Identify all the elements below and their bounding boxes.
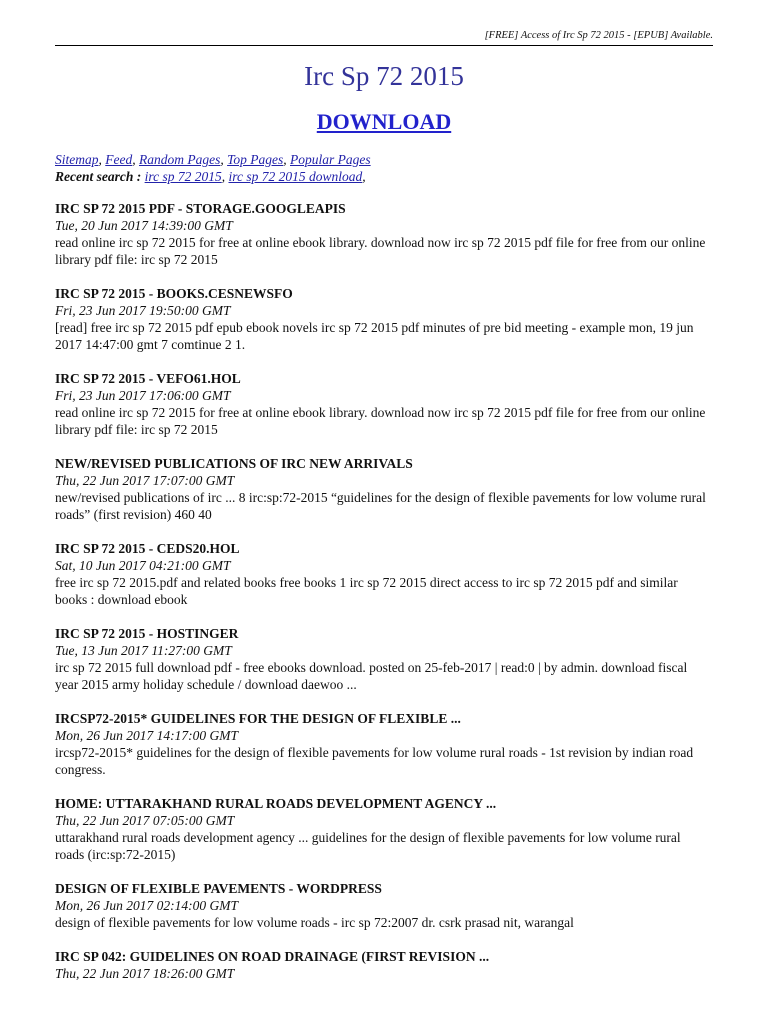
recent-search-link[interactable]: irc sp 72 2015 <box>144 169 222 184</box>
result-snippet: read online irc sp 72 2015 for free at online ebook library. download now irc sp 72 2015 pdf file for free from our online library pdf file: irc sp 72 2015 <box>55 235 706 267</box>
header-note: [FREE] Access of Irc Sp 72 2015 - [EPUB] Available. <box>484 30 713 41</box>
result-title: DESIGN OF FLEXIBLE PAVEMENTS - WORDPRESS <box>55 881 382 896</box>
result-title: NEW/REVISED PUBLICATIONS OF IRC NEW ARRIVALS <box>55 456 413 471</box>
result-title: IRC SP 042: GUIDELINES ON ROAD DRAINAGE (FIRST REVISION ... <box>55 949 490 964</box>
result-title: IRCSP72-2015* GUIDELINES FOR THE DESIGN OF FLEXIBLE ... <box>55 711 461 726</box>
result-date: Tue, 13 Jun 2017 11:27:00 GMT <box>55 643 232 658</box>
result-snippet: [read] free irc sp 72 2015 pdf epub ebook novels irc sp 72 2015 pdf minutes of pre bid meeting - example mon, 19 jun 2017 14:47:00 gmt 7 comtinue 2 1. <box>55 320 694 352</box>
result-snippet: read online irc sp 72 2015 for free at online ebook library. download now irc sp 72 2015 pdf file for free from our online library pdf file: irc sp 72 2015 <box>55 405 706 437</box>
download-container <box>55 108 713 139</box>
result-date: Tue, 20 Jun 2017 14:39:00 GMT <box>55 218 233 233</box>
result-item <box>55 880 713 931</box>
result-item <box>55 285 713 353</box>
result-item <box>55 795 713 863</box>
result-snippet: ircsp72-2015* guidelines for the design of flexible pavements for low volume rural roads - 1st revision by indian road congress. <box>55 745 694 777</box>
result-title: IRC SP 72 2015 - HOSTINGER <box>55 626 239 641</box>
result-title: IRC SP 72 2015 - CEDS20.HOL <box>55 541 240 556</box>
result-snippet: uttarakhand rural roads development agency ... guidelines for the design of flexible pavements for low volume rural roads (irc:sp:72-2015) <box>55 830 681 862</box>
recent-search-separator: , <box>362 169 366 184</box>
result-item <box>55 710 713 778</box>
result-date: Mon, 26 Jun 2017 02:14:00 GMT <box>55 898 238 913</box>
recent-search <box>55 168 713 185</box>
result-item <box>55 948 713 982</box>
result-snippet: irc sp 72 2015 full download pdf - free ebooks download. posted on 25-feb-2017 | read:0 | by admin. download fiscal year 2015 army holiday schedule / download daewoo ... <box>55 660 688 692</box>
nav-link-top-pages[interactable]: Top Pages <box>227 152 284 167</box>
results-list <box>55 200 713 982</box>
nav-link-random-pages[interactable]: Random Pages <box>138 152 221 167</box>
recent-search-label: Recent search : <box>55 169 142 184</box>
result-title: IRC SP 72 2015 PDF - STORAGE.GOOGLEAPIS <box>55 201 346 216</box>
result-date: Fri, 23 Jun 2017 19:50:00 GMT <box>55 303 231 318</box>
result-date: Thu, 22 Jun 2017 18:26:00 GMT <box>55 966 235 981</box>
header-rule <box>55 45 713 46</box>
result-title: IRC SP 72 2015 - VEFO61.HOL <box>55 371 241 386</box>
result-snippet: new/revised publications of irc ... 8 irc:sp:72-2015 “guidelines for the design of flexible pavements for low volume rural roads” (first revision) 460 40 <box>55 490 706 522</box>
result-date: Sat, 10 Jun 2017 04:21:00 GMT <box>55 558 231 573</box>
result-item <box>55 370 713 438</box>
recent-search-link[interactable]: irc sp 72 2015 download <box>228 169 363 184</box>
nav-separator: , <box>98 152 106 167</box>
result-title: HOME: UTTARAKHAND RURAL ROADS DEVELOPMENT AGENCY ... <box>55 796 497 811</box>
result-snippet: free irc sp 72 2015.pdf and related books free books 1 irc sp 72 2015 direct access to irc sp 72 2015 pdf and similar books : download ebook <box>55 575 678 607</box>
result-item <box>55 200 713 268</box>
result-item <box>55 540 713 608</box>
result-date: Thu, 22 Jun 2017 17:07:00 GMT <box>55 473 235 488</box>
nav-separator: , <box>132 152 139 167</box>
nav-link-popular-pages[interactable]: Popular Pages <box>290 152 371 167</box>
download-link[interactable]: DOWNLOAD <box>316 109 452 134</box>
nav-separator: , <box>220 152 228 167</box>
result-date: Fri, 23 Jun 2017 17:06:00 GMT <box>55 388 231 403</box>
result-item <box>55 455 713 523</box>
nav-link-feed[interactable]: Feed <box>105 152 133 167</box>
result-item <box>55 625 713 693</box>
result-title: IRC SP 72 2015 - BOOKS.CESNEWSFO <box>55 286 293 301</box>
recent-search-separator: , <box>221 169 229 184</box>
result-snippet: design of flexible pavements for low volume roads - irc sp 72:2007 dr. csrk prasad nit, warangal <box>55 915 574 930</box>
nav-link-sitemap[interactable]: Sitemap <box>55 152 99 167</box>
nav-separator: , <box>283 152 290 167</box>
page-title: Irc Sp 72 2015 <box>304 61 464 91</box>
nav-links <box>55 151 713 168</box>
result-date: Mon, 26 Jun 2017 14:17:00 GMT <box>55 728 238 743</box>
result-date: Thu, 22 Jun 2017 07:05:00 GMT <box>55 813 235 828</box>
